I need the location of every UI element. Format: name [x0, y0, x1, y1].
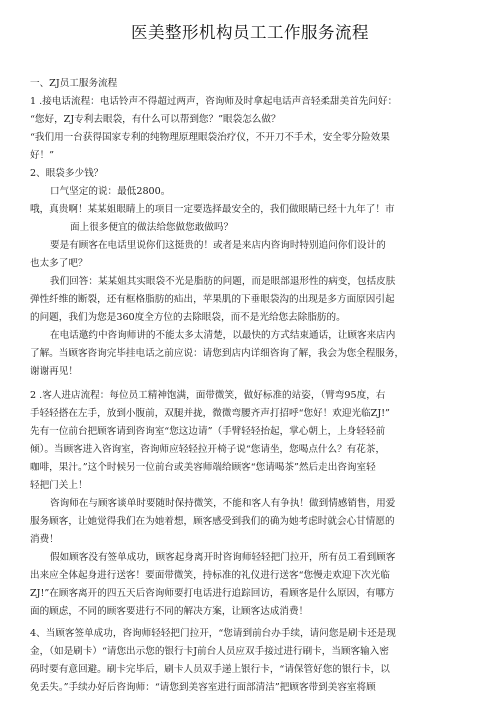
- paragraph-line: 要是有顾客在电话里说你们这挺贵的！或者是来店内咨询时特别追问你们设计的: [50, 240, 386, 251]
- paragraph-line: 码时要有意回避。刷卡完毕后，刷卡人员双手递上银行卡，“请保管好您的银行卡，以: [30, 664, 390, 675]
- paragraph-line: 假如顾客没有签单成功，顾客起身离开时咨询师轻轻把门拉开，所有员工看到顾客: [50, 552, 396, 563]
- paragraph-line: 谢谢再见！: [30, 366, 78, 377]
- paragraph-line: 手轻轻搭在左手，放到小腹前，双腿并拢，微微弯腰齐声打招呼“您好！欢迎光临ZJ!”: [30, 408, 390, 419]
- paragraph-line: 先有一位前台把顾客请到咨询室“您这边请”（手臂轻轻抬起，掌心朝上，上身轻轻前: [30, 426, 386, 437]
- paragraph-line: 金，（如是刷卡）“请您出示您的银行卡J前台人员应双手接过进行刷卡，当顾客输入密: [30, 646, 389, 657]
- section-heading: 4、当顾客签单成功，咨询师轻轻把门拉开，“您请到前台办手续，请问您是刷卡还是现: [30, 628, 396, 639]
- section-heading: 2、眼袋多少钱？: [30, 168, 104, 179]
- paragraph-line: 咖啡，果汁。”这个时候另一位前台或美容师端给顾客“您请喝茶”然后走出咨询室轻: [30, 462, 376, 473]
- paragraph-line: ZJ!”在顾客离开的四五天后咨询师要打电话进行追踪回访，看顾客是什么原因，有哪方: [30, 588, 395, 599]
- paragraph-line: 在电话邀约中咨询师讲的不能太多太清楚，以最快的方式结束通话，让顾客来店内: [50, 330, 396, 341]
- paragraph-line: 消费！: [30, 534, 59, 545]
- paragraph-line: “我们用一台获得国家专利的纯物理原理眼袋治疗仪，不开刀不手术，安全零分险效果: [30, 132, 390, 143]
- document-title: 医美整形机构员工工作服务流程: [131, 23, 369, 42]
- paragraph-line: 面的顾虑，不同的顾客要进行不同的解决方案，让顾客达成消费！: [30, 606, 309, 617]
- paragraph-line: 倾）。当顾客进入咨询室，咨询师应轻轻拉开椅子说“您请坐，您喝点什么？有花茶，: [30, 444, 386, 455]
- paragraph-line: 我们回答：某某姐其实眼袋不光是脂肪的问题，而是眼部退形性的病变，包括皮肤: [50, 276, 396, 287]
- paragraph-line: 免丢失。”手续办好后咨询师：“请您到美容室进行面部清洁”把顾客带到美容室将顾: [30, 682, 376, 693]
- section-heading: 一、ZJ员工服务流程: [30, 78, 118, 89]
- paragraph-line: 也太多了吧？: [30, 258, 88, 269]
- paragraph-line: 了解。当顾客咨询完毕挂电话之前应说：请您到店内详细咨询了解，我会为您全程服务，: [30, 348, 405, 359]
- paragraph-line: 出来应全体起身进行送客！要面带微笑，持标准的礼仪进行送客“您慢走欢迎下次光临: [30, 570, 390, 581]
- paragraph-line: 的问题，我们为您是360度全方位的去除眼袋，而不是光给您去除脂肪的。: [30, 312, 346, 323]
- paragraph-line: 弹性纤维的断裂，还有框格脂肪的疝出，苹果肌的下垂眼袋沟的出现是多方面原因引起: [30, 294, 395, 305]
- paragraph-line: “您好，ZJ专利去眼袋，有什么可以帮到您？”眼袋怎么做？: [30, 114, 281, 125]
- paragraph-line: 服务顾客，让她觉得我们在为她着想，顾客感受到我们的确为她考虑时就会心甘情愿的: [30, 516, 395, 527]
- paragraph-line: 口气坚定的说：最低2800。: [50, 186, 171, 197]
- paragraph-line: 面上很多便宜的做法给您做您敢做吗？: [70, 222, 234, 233]
- paragraph-line: 哦，真贵啊！某某姐眼睛上的项目一定要选择最安全的，我们做眼睛已经十九年了！市: [30, 204, 395, 215]
- paragraph-line: 1 .接电话流程：电话铃声不得超过两声，咨询师及时拿起电话声音轻柔甜美首先问好：: [30, 96, 398, 107]
- paragraph-line: 咨询师在与顾客谈单时要随时保持微笑，不能和客人有争执！做到情感销售，用爱: [50, 498, 396, 509]
- paragraph-line: 好！”: [30, 150, 55, 161]
- section-heading: 2 .客人进店流程：每位员工精神饱满，面带微笑，做好标准的站姿，（臂弯95度，右: [30, 390, 386, 401]
- paragraph-line: 轻把门关上！: [30, 480, 88, 491]
